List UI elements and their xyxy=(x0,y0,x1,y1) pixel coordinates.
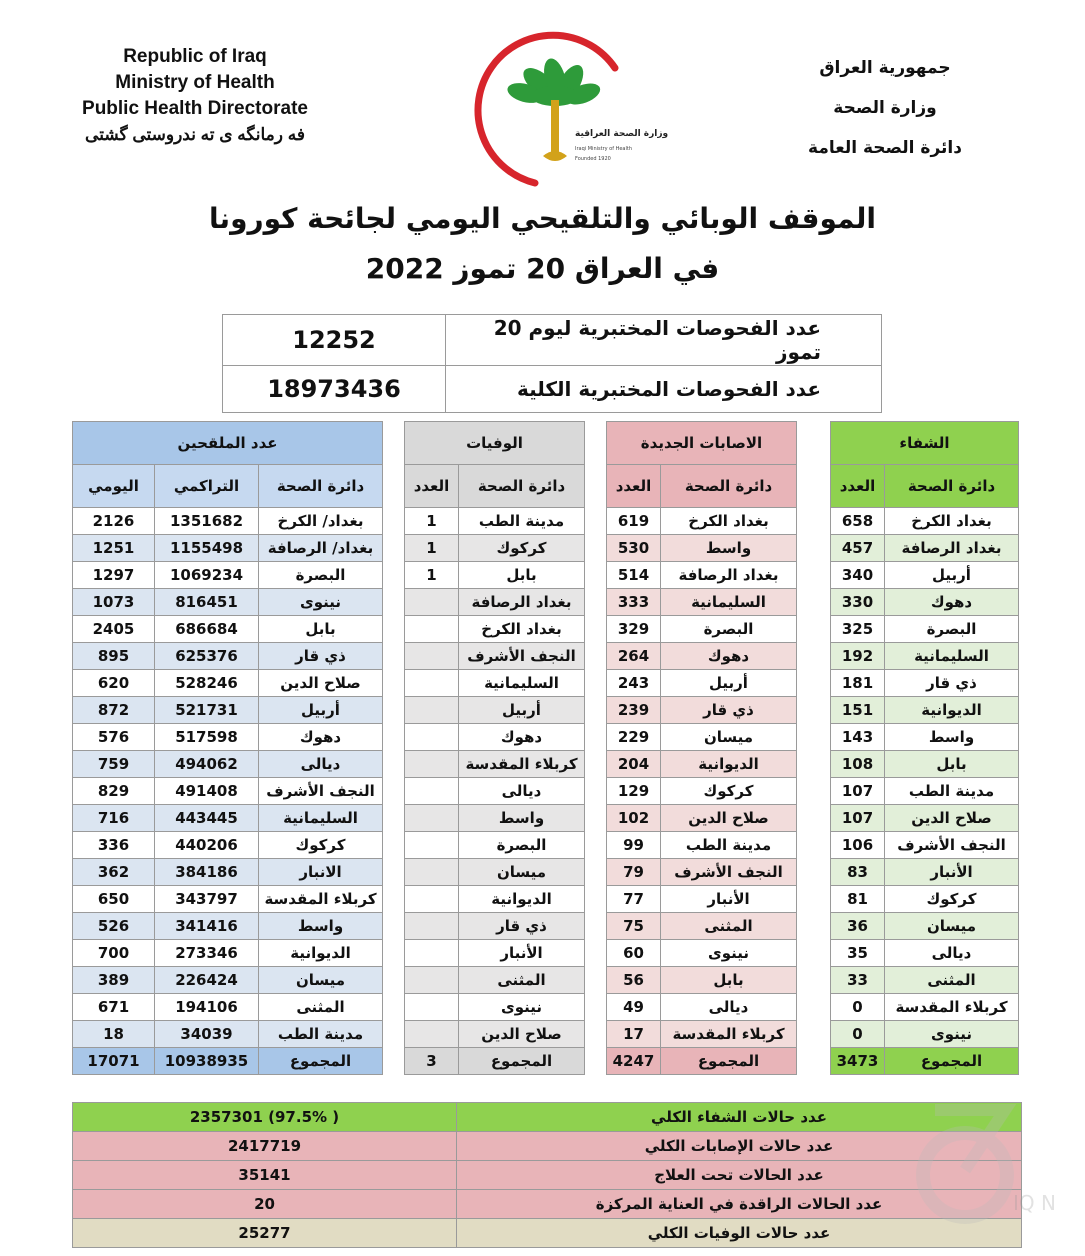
summary-value: 25277 xyxy=(73,1219,457,1248)
death-directorate-cell: صلاح الدين xyxy=(459,1021,585,1048)
death-directorate-cell: واسط xyxy=(459,805,585,832)
total-recovery-label: المجموع xyxy=(885,1048,1019,1075)
death-count-cell xyxy=(405,751,459,778)
death-directorate-cell: مدينة الطب xyxy=(459,508,585,535)
vac-directorate-cell: واسط xyxy=(259,913,383,940)
vac-directorate-cell: بغداد/ الكرخ xyxy=(259,508,383,535)
death-count-cell xyxy=(405,859,459,886)
governorate-row xyxy=(73,616,1019,643)
total-cases: 4247 xyxy=(607,1048,661,1075)
death-directorate-cell: نينوى xyxy=(459,994,585,1021)
death-count-cell xyxy=(405,589,459,616)
vac-directorate-cell: نينوى xyxy=(259,589,383,616)
tests-total-value: 18973436 xyxy=(223,366,446,413)
vaccinated-section-title: عدد الملقحين xyxy=(73,422,383,465)
vac-directorate-cell: السليمانية xyxy=(259,805,383,832)
death-directorate-cell: دهوك xyxy=(459,724,585,751)
case-count-cell: 204 xyxy=(607,751,661,778)
case-directorate-cell: صلاح الدين xyxy=(661,805,797,832)
vac-daily-cell: 336 xyxy=(73,832,155,859)
vac-daily-cell: 18 xyxy=(73,1021,155,1048)
case-count-cell: 79 xyxy=(607,859,661,886)
tests-row-total xyxy=(223,366,882,413)
header-en-line-1: Republic of Iraq xyxy=(123,46,267,67)
vac-daily-cell: 759 xyxy=(73,751,155,778)
death-count-cell xyxy=(405,697,459,724)
case-directorate-cell: دهوك xyxy=(661,643,797,670)
summary-label: عدد الحالات تحت العلاج xyxy=(457,1161,1022,1190)
case-directorate-cell: بغداد الكرخ xyxy=(661,508,797,535)
rec-directorate-cell: الديوانية xyxy=(885,697,1019,724)
summary-row-icu xyxy=(73,1190,1022,1219)
vac-cumulative-cell: 343797 xyxy=(155,886,259,913)
tests-daily-label: عدد الفحوصات المختبرية ليوم 20 تموز xyxy=(446,315,882,366)
rec-count-cell: 108 xyxy=(831,751,885,778)
death-count-cell xyxy=(405,1021,459,1048)
header-ku-line: فه رمانگه ی ته ندروستی گشتی xyxy=(85,125,305,144)
vac-directorate-cell: بابل xyxy=(259,616,383,643)
section-header-row xyxy=(73,422,1019,465)
summary-value: 20 xyxy=(73,1190,457,1219)
column-header-row xyxy=(73,465,1019,508)
english-header xyxy=(70,44,320,148)
col-rec-count: العدد xyxy=(831,465,885,508)
case-count-cell: 102 xyxy=(607,805,661,832)
case-count-cell: 530 xyxy=(607,535,661,562)
case-directorate-cell: البصرة xyxy=(661,616,797,643)
governorate-row xyxy=(73,859,1019,886)
summary-label: عدد حالات الشفاء الكلي xyxy=(457,1103,1022,1132)
vac-daily-cell: 362 xyxy=(73,859,155,886)
case-directorate-cell: بغداد الرصافة xyxy=(661,562,797,589)
rec-directorate-cell: النجف الأشرف xyxy=(885,832,1019,859)
svg-text:IQ N: IQ N xyxy=(1013,1191,1056,1215)
summary-table xyxy=(72,1102,1022,1248)
death-directorate-cell: بابل xyxy=(459,562,585,589)
case-directorate-cell: ذي قار xyxy=(661,697,797,724)
case-count-cell: 60 xyxy=(607,940,661,967)
vac-cumulative-cell: 384186 xyxy=(155,859,259,886)
death-directorate-cell: كربلاء المقدسة xyxy=(459,751,585,778)
death-directorate-cell: السليمانية xyxy=(459,670,585,697)
header-ar-line-1: جمهورية العراق xyxy=(819,58,951,78)
summary-value: ( 97.5%) 2357301 xyxy=(73,1103,457,1132)
summary-row-recovered xyxy=(73,1103,1022,1132)
total-deaths: 3 xyxy=(405,1048,459,1075)
rec-count-cell: 0 xyxy=(831,1021,885,1048)
rec-count-cell: 340 xyxy=(831,562,885,589)
death-directorate-cell: بغداد الكرخ xyxy=(459,616,585,643)
case-directorate-cell: ديالى xyxy=(661,994,797,1021)
death-count-cell: 1 xyxy=(405,508,459,535)
death-directorate-cell: البصرة xyxy=(459,832,585,859)
case-directorate-cell: النجف الأشرف xyxy=(661,859,797,886)
rec-count-cell: 181 xyxy=(831,670,885,697)
governorate-row xyxy=(73,751,1019,778)
tests-table xyxy=(222,314,882,413)
death-count-cell: 1 xyxy=(405,562,459,589)
case-directorate-cell: ميسان xyxy=(661,724,797,751)
col-vac-daily: اليومي xyxy=(73,465,155,508)
vac-daily-cell: 829 xyxy=(73,778,155,805)
rec-directorate-cell: مدينة الطب xyxy=(885,778,1019,805)
rec-directorate-cell: دهوك xyxy=(885,589,1019,616)
vac-cumulative-cell: 1351682 xyxy=(155,508,259,535)
case-directorate-cell: بابل xyxy=(661,967,797,994)
death-count-cell xyxy=(405,670,459,697)
case-directorate-cell: السليمانية xyxy=(661,589,797,616)
col-case-directorate: دائرة الصحة xyxy=(661,465,797,508)
case-count-cell: 243 xyxy=(607,670,661,697)
vac-directorate-cell: دهوك xyxy=(259,724,383,751)
page-subtitle: في العراق 20 تموز 2022 xyxy=(365,252,720,285)
col-vac-cumulative: التراكمي xyxy=(155,465,259,508)
summary-row-under-treatment xyxy=(73,1161,1022,1190)
governorate-row xyxy=(73,778,1019,805)
rec-directorate-cell: كركوك xyxy=(885,886,1019,913)
vac-cumulative-cell: 517598 xyxy=(155,724,259,751)
death-count-cell xyxy=(405,724,459,751)
header-en-line-3: Public Health Directorate xyxy=(82,98,308,119)
vac-cumulative-cell: 491408 xyxy=(155,778,259,805)
vac-directorate-cell: صلاح الدين xyxy=(259,670,383,697)
death-directorate-cell: ميسان xyxy=(459,859,585,886)
governorate-row xyxy=(73,535,1019,562)
total-cases-label: المجموع xyxy=(661,1048,797,1075)
summary-row-cases xyxy=(73,1132,1022,1161)
rec-count-cell: 658 xyxy=(831,508,885,535)
death-directorate-cell: الأنبار xyxy=(459,940,585,967)
rec-count-cell: 33 xyxy=(831,967,885,994)
rec-count-cell: 325 xyxy=(831,616,885,643)
summary-row-deaths xyxy=(73,1219,1022,1248)
death-count-cell xyxy=(405,832,459,859)
watermark xyxy=(905,1100,1056,1240)
svg-text:وزارة الصحة العراقية: وزارة الصحة العراقية xyxy=(575,129,669,139)
rec-count-cell: 35 xyxy=(831,940,885,967)
vac-directorate-cell: بغداد/ الرصافة xyxy=(259,535,383,562)
governorate-row xyxy=(73,589,1019,616)
vac-cumulative-cell: 625376 xyxy=(155,643,259,670)
palm-tree-logo-icon xyxy=(465,28,669,188)
vac-directorate-cell: ديالى xyxy=(259,751,383,778)
case-directorate-cell: الديوانية xyxy=(661,751,797,778)
header-en-line-2: Ministry of Health xyxy=(115,72,275,93)
death-count-cell: 1 xyxy=(405,535,459,562)
case-count-cell: 229 xyxy=(607,724,661,751)
cases-section-title: الاصابات الجديدة xyxy=(607,422,797,465)
vac-cumulative-cell: 1069234 xyxy=(155,562,259,589)
rec-directorate-cell: ديالى xyxy=(885,940,1019,967)
death-count-cell xyxy=(405,643,459,670)
case-count-cell: 49 xyxy=(607,994,661,1021)
rec-directorate-cell: الأنبار xyxy=(885,859,1019,886)
case-directorate-cell: نينوى xyxy=(661,940,797,967)
vac-directorate-cell: ميسان xyxy=(259,967,383,994)
rec-count-cell: 457 xyxy=(831,535,885,562)
rec-count-cell: 107 xyxy=(831,778,885,805)
tests-row-daily xyxy=(223,315,882,366)
vac-directorate-cell: الديوانية xyxy=(259,940,383,967)
totals-row xyxy=(73,1048,1019,1075)
vac-daily-cell: 620 xyxy=(73,670,155,697)
rec-count-cell: 106 xyxy=(831,832,885,859)
case-directorate-cell: الأنبار xyxy=(661,886,797,913)
rec-directorate-cell: ميسان xyxy=(885,913,1019,940)
rec-directorate-cell: ذي قار xyxy=(885,670,1019,697)
total-vac-daily: 17071 xyxy=(73,1048,155,1075)
col-vac-directorate: دائرة الصحة xyxy=(259,465,383,508)
rec-directorate-cell: صلاح الدين xyxy=(885,805,1019,832)
death-directorate-cell: الديوانية xyxy=(459,886,585,913)
vac-daily-cell: 2405 xyxy=(73,616,155,643)
summary-value: 35141 xyxy=(73,1161,457,1190)
vac-daily-cell: 671 xyxy=(73,994,155,1021)
governorate-stats-table xyxy=(72,421,1019,1075)
rec-directorate-cell: السليمانية xyxy=(885,643,1019,670)
governorate-row xyxy=(73,562,1019,589)
vac-daily-cell: 576 xyxy=(73,724,155,751)
governorate-row xyxy=(73,913,1019,940)
case-directorate-cell: واسط xyxy=(661,535,797,562)
death-count-cell xyxy=(405,778,459,805)
vac-cumulative-cell: 273346 xyxy=(155,940,259,967)
arabic-header xyxy=(755,48,1015,168)
rec-directorate-cell: واسط xyxy=(885,724,1019,751)
death-count-cell xyxy=(405,805,459,832)
svg-text:Iraqi Ministry of Health: Iraqi Ministry of Health xyxy=(575,146,633,152)
recovery-section-title: الشفاء xyxy=(831,422,1019,465)
death-count-cell xyxy=(405,940,459,967)
governorate-row xyxy=(73,508,1019,535)
case-directorate-cell: مدينة الطب xyxy=(661,832,797,859)
death-directorate-cell: ديالى xyxy=(459,778,585,805)
summary-label: عدد حالات الوفيات الكلي xyxy=(457,1219,1022,1248)
vac-cumulative-cell: 686684 xyxy=(155,616,259,643)
governorate-row xyxy=(73,886,1019,913)
death-directorate-cell: ذي قار xyxy=(459,913,585,940)
case-directorate-cell: المثنى xyxy=(661,913,797,940)
governorate-row xyxy=(73,1021,1019,1048)
rec-count-cell: 151 xyxy=(831,697,885,724)
col-death-count: العدد xyxy=(405,465,459,508)
vac-cumulative-cell: 494062 xyxy=(155,751,259,778)
summary-value: 2417719 xyxy=(73,1132,457,1161)
case-directorate-cell: كربلاء المقدسة xyxy=(661,1021,797,1048)
case-count-cell: 264 xyxy=(607,643,661,670)
vac-cumulative-cell: 1155498 xyxy=(155,535,259,562)
rec-directorate-cell: نينوى xyxy=(885,1021,1019,1048)
vac-cumulative-cell: 443445 xyxy=(155,805,259,832)
vac-directorate-cell: البصرة xyxy=(259,562,383,589)
vac-daily-cell: 1297 xyxy=(73,562,155,589)
rec-directorate-cell: بغداد الكرخ xyxy=(885,508,1019,535)
case-count-cell: 17 xyxy=(607,1021,661,1048)
vac-daily-cell: 2126 xyxy=(73,508,155,535)
rec-directorate-cell: بغداد الرصافة xyxy=(885,535,1019,562)
vac-directorate-cell: أربيل xyxy=(259,697,383,724)
rec-count-cell: 83 xyxy=(831,859,885,886)
vac-daily-cell: 650 xyxy=(73,886,155,913)
governorate-row xyxy=(73,670,1019,697)
vac-cumulative-cell: 816451 xyxy=(155,589,259,616)
death-count-cell xyxy=(405,994,459,1021)
tests-total-label: عدد الفحوصات المختبرية الكلية xyxy=(446,366,882,413)
summary-label: عدد حالات الإصابات الكلي xyxy=(457,1132,1022,1161)
rec-count-cell: 107 xyxy=(831,805,885,832)
governorate-row xyxy=(73,724,1019,751)
rec-directorate-cell: أربيل xyxy=(885,562,1019,589)
vac-directorate-cell: الانبار xyxy=(259,859,383,886)
vac-directorate-cell: ذي قار xyxy=(259,643,383,670)
vac-daily-cell: 1073 xyxy=(73,589,155,616)
governorate-row xyxy=(73,832,1019,859)
case-count-cell: 56 xyxy=(607,967,661,994)
vac-daily-cell: 389 xyxy=(73,967,155,994)
vac-daily-cell: 895 xyxy=(73,643,155,670)
deaths-section-title: الوفيات xyxy=(405,422,585,465)
death-directorate-cell: كركوك xyxy=(459,535,585,562)
total-vac-label: المجموع xyxy=(259,1048,383,1075)
vac-directorate-cell: المثنى xyxy=(259,994,383,1021)
rec-directorate-cell: بابل xyxy=(885,751,1019,778)
vac-cumulative-cell: 521731 xyxy=(155,697,259,724)
vac-cumulative-cell: 440206 xyxy=(155,832,259,859)
case-count-cell: 619 xyxy=(607,508,661,535)
vac-directorate-cell: كربلاء المقدسة xyxy=(259,886,383,913)
rec-count-cell: 330 xyxy=(831,589,885,616)
header-ar-line-3: دائرة الصحة العامة xyxy=(808,138,962,158)
vac-daily-cell: 1251 xyxy=(73,535,155,562)
vac-daily-cell: 716 xyxy=(73,805,155,832)
total-vac-cumulative: 10938935 xyxy=(155,1048,259,1075)
case-count-cell: 77 xyxy=(607,886,661,913)
header-ar-line-2: وزارة الصحة xyxy=(833,98,937,118)
case-count-cell: 75 xyxy=(607,913,661,940)
death-directorate-cell: أربيل xyxy=(459,697,585,724)
case-count-cell: 329 xyxy=(607,616,661,643)
governorate-row xyxy=(73,805,1019,832)
summary-label: عدد الحالات الراقدة في العناية المركزة xyxy=(457,1190,1022,1219)
total-recovery: 3473 xyxy=(831,1048,885,1075)
col-rec-directorate: دائرة الصحة xyxy=(885,465,1019,508)
vac-cumulative-cell: 341416 xyxy=(155,913,259,940)
watermark-7-logo-icon xyxy=(905,1100,1056,1240)
col-death-directorate: دائرة الصحة xyxy=(459,465,585,508)
svg-text:Founded 1920: Founded 1920 xyxy=(575,156,611,162)
rec-count-cell: 192 xyxy=(831,643,885,670)
case-count-cell: 239 xyxy=(607,697,661,724)
rec-directorate-cell: كربلاء المقدسة xyxy=(885,994,1019,1021)
total-deaths-label: المجموع xyxy=(459,1048,585,1075)
death-directorate-cell: النجف الأشرف xyxy=(459,643,585,670)
vac-cumulative-cell: 528246 xyxy=(155,670,259,697)
governorate-row xyxy=(73,643,1019,670)
vac-daily-cell: 700 xyxy=(73,940,155,967)
death-count-cell xyxy=(405,616,459,643)
case-count-cell: 333 xyxy=(607,589,661,616)
governorate-row xyxy=(73,697,1019,724)
death-directorate-cell: بغداد الرصافة xyxy=(459,589,585,616)
rec-directorate-cell: المثنى xyxy=(885,967,1019,994)
governorate-row xyxy=(73,994,1019,1021)
vac-cumulative-cell: 226424 xyxy=(155,967,259,994)
case-directorate-cell: كركوك xyxy=(661,778,797,805)
governorate-row xyxy=(73,940,1019,967)
vac-daily-cell: 526 xyxy=(73,913,155,940)
vac-directorate-cell: مدينة الطب xyxy=(259,1021,383,1048)
case-directorate-cell: أربيل xyxy=(661,670,797,697)
vac-cumulative-cell: 34039 xyxy=(155,1021,259,1048)
governorate-row xyxy=(73,967,1019,994)
col-case-count: العدد xyxy=(607,465,661,508)
case-count-cell: 129 xyxy=(607,778,661,805)
case-count-cell: 514 xyxy=(607,562,661,589)
death-count-cell xyxy=(405,886,459,913)
tests-daily-value: 12252 xyxy=(223,315,446,366)
vac-directorate-cell: كركوك xyxy=(259,832,383,859)
vac-cumulative-cell: 194106 xyxy=(155,994,259,1021)
vac-directorate-cell: النجف الأشرف xyxy=(259,778,383,805)
death-directorate-cell: المثنى xyxy=(459,967,585,994)
rec-count-cell: 36 xyxy=(831,913,885,940)
ministry-logo xyxy=(465,28,669,188)
death-count-cell xyxy=(405,913,459,940)
rec-directorate-cell: البصرة xyxy=(885,616,1019,643)
rec-count-cell: 0 xyxy=(831,994,885,1021)
vac-daily-cell: 872 xyxy=(73,697,155,724)
death-count-cell xyxy=(405,967,459,994)
rec-count-cell: 143 xyxy=(831,724,885,751)
case-count-cell: 99 xyxy=(607,832,661,859)
rec-count-cell: 81 xyxy=(831,886,885,913)
page-title: الموقف الوبائي والتلقيحي اليومي لجائحة كورونا xyxy=(209,202,876,235)
